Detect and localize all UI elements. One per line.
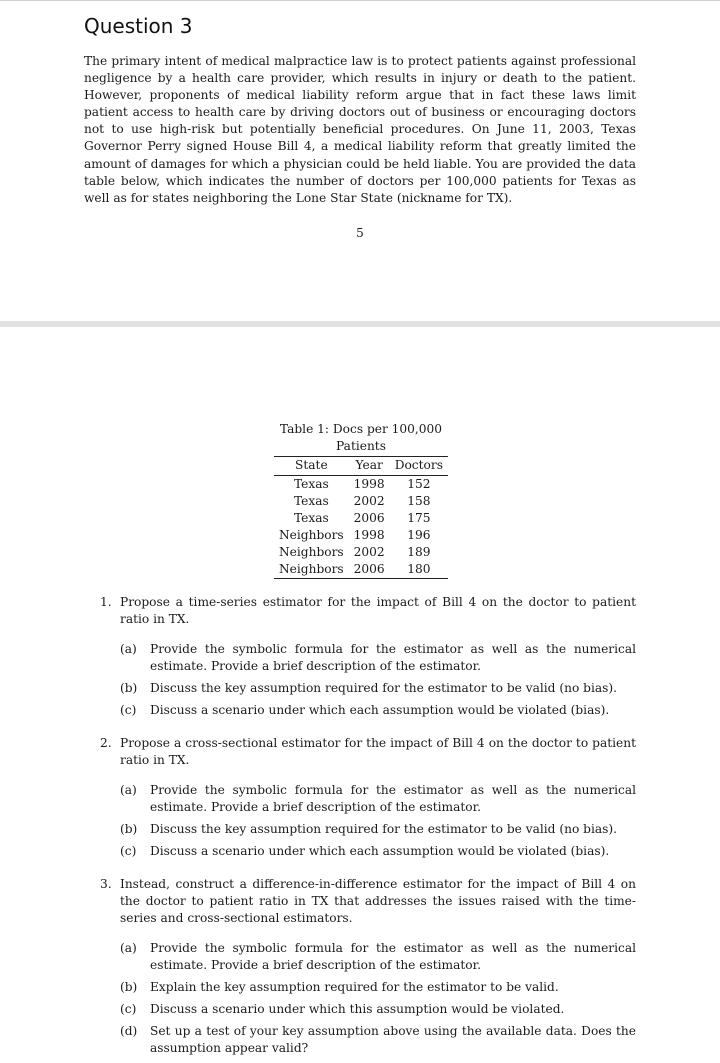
sub-question-text: Discuss a scenario under which each assumption would be violated (bias). — [150, 703, 610, 717]
cell-doctors: 158 — [407, 494, 431, 508]
cell-doctors: 152 — [407, 477, 431, 491]
sub-question-text: Explain the key assumption required for the estimator to be valid. — [150, 980, 559, 994]
sub-question-list — [120, 641, 636, 719]
top-rule — [0, 0, 720, 1]
cell-doctors: 180 — [390, 561, 448, 579]
sub-question-text: Provide the symbolic formula for the estimator as well as the numerical estimate. Provide a brief description of the estimator. — [150, 783, 636, 814]
cell-doctors: 196 — [407, 528, 431, 542]
table-row — [274, 476, 448, 494]
sub-question-label: (b) — [120, 980, 138, 994]
sub-question-text: Discuss the key assumption required for the estimator to be valid (no bias). — [150, 822, 617, 836]
cell-state: Neighbors — [279, 528, 344, 542]
cell-year: 2006 — [349, 561, 390, 579]
sub-question-label: (b) — [120, 681, 138, 695]
table-row — [274, 510, 448, 527]
question-number: 1. — [100, 595, 112, 609]
sub-question — [120, 843, 636, 860]
sub-question-label: (a) — [120, 783, 137, 797]
sub-question — [120, 821, 636, 838]
sub-question-label: (c) — [120, 1002, 137, 1016]
cell-year: 1998 — [353, 477, 385, 491]
question-list — [100, 594, 636, 1062]
question-text: Instead, construct a difference-in-difference estimator for the impact of Bill 4 on the doctor to patient ratio in TX that addresses the issues raised with the time-series and cross-sectional estimators. — [120, 877, 636, 925]
sub-question-label: (c) — [120, 703, 137, 717]
question-1 — [100, 594, 636, 719]
cell-state: Texas — [293, 494, 329, 508]
cell-state: Neighbors — [279, 545, 344, 559]
sub-question-text: Provide the symbolic formula for the estimator as well as the numerical estimate. Provide a brief description of the estimator. — [150, 941, 636, 972]
sub-question — [120, 680, 636, 697]
sub-question-label: (b) — [120, 822, 138, 836]
cell-state: Texas — [293, 477, 329, 491]
question-2 — [100, 735, 636, 860]
col-header-doctors: Doctors — [390, 457, 448, 476]
sub-question-label: (d) — [120, 1024, 138, 1038]
sub-question — [120, 979, 636, 996]
sub-question — [120, 1001, 636, 1018]
page-number: 5 — [356, 226, 364, 240]
sub-question-list — [120, 782, 636, 860]
question-3 — [100, 876, 636, 1057]
question-heading: Question 3 — [84, 14, 193, 38]
question-number: 2. — [100, 736, 112, 750]
cell-doctors: 189 — [407, 545, 431, 559]
sub-question — [120, 641, 636, 675]
docs-table — [274, 456, 448, 579]
sub-question-text: Discuss a scenario under which each assumption would be violated (bias). — [150, 844, 610, 858]
data-table-block — [254, 421, 468, 579]
sub-question-text: Provide the symbolic formula for the estimator as well as the numerical estimate. Provide a brief description of the estimator. — [150, 642, 636, 673]
cell-state: Neighbors — [274, 561, 349, 579]
table-row — [274, 527, 448, 544]
sub-question-text: Set up a test of your key assumption above using the available data. Does the assumption appear valid? — [150, 1024, 636, 1055]
sub-question — [120, 1023, 636, 1057]
cell-year: 2002 — [353, 494, 385, 508]
table-header-row — [274, 457, 448, 476]
page-break — [0, 321, 720, 327]
question-number: 3. — [100, 877, 112, 891]
sub-question-label: (c) — [120, 844, 137, 858]
cell-doctors: 175 — [407, 511, 431, 525]
col-header-state: State — [274, 457, 349, 476]
sub-question-text: Discuss the key assumption required for the estimator to be valid (no bias). — [150, 681, 617, 695]
sub-question-label: (a) — [120, 642, 137, 656]
question-text: Propose a time-series estimator for the impact of Bill 4 on the doctor to patient ratio in TX. — [120, 595, 636, 626]
cell-year: 1998 — [353, 528, 385, 542]
sub-question — [120, 702, 636, 719]
table-row — [274, 493, 448, 510]
table-row — [274, 561, 448, 579]
sub-question — [120, 940, 636, 974]
col-header-year: Year — [349, 457, 390, 476]
table-row — [274, 544, 448, 561]
cell-state: Texas — [293, 511, 329, 525]
sub-question-text: Discuss a scenario under which this assumption would be violated. — [150, 1002, 565, 1016]
sub-question-list — [120, 940, 636, 1057]
table-caption: Table 1: Docs per 100,000 Patients — [279, 422, 443, 453]
cell-year: 2002 — [353, 545, 385, 559]
sub-question-label: (a) — [120, 941, 137, 955]
intro-paragraph: The primary intent of medical malpractice law is to protect patients against professional negligence by a health care provider, which results in injury or death to the patient. However, proponents of medical liability reform argue that in fact these laws limit patient access to health care by driving doctors out of business or encouraging doctors not to use high-risk but potentially beneficial procedures. On June 11, 2003, Texas Governor Perry signed House Bill 4, a medical liability reform that greatly limited the amount of damages for which a physician could be held liable. You are provided the data table below, which indicates the number of doctors per 100,000 patients for Texas as well as for states neighboring the Lone Star State (nickname for TX). — [84, 54, 636, 205]
sub-question — [120, 782, 636, 816]
cell-year: 2006 — [353, 511, 385, 525]
question-text: Propose a cross-sectional estimator for the impact of Bill 4 on the doctor to patient ratio in TX. — [120, 736, 636, 767]
